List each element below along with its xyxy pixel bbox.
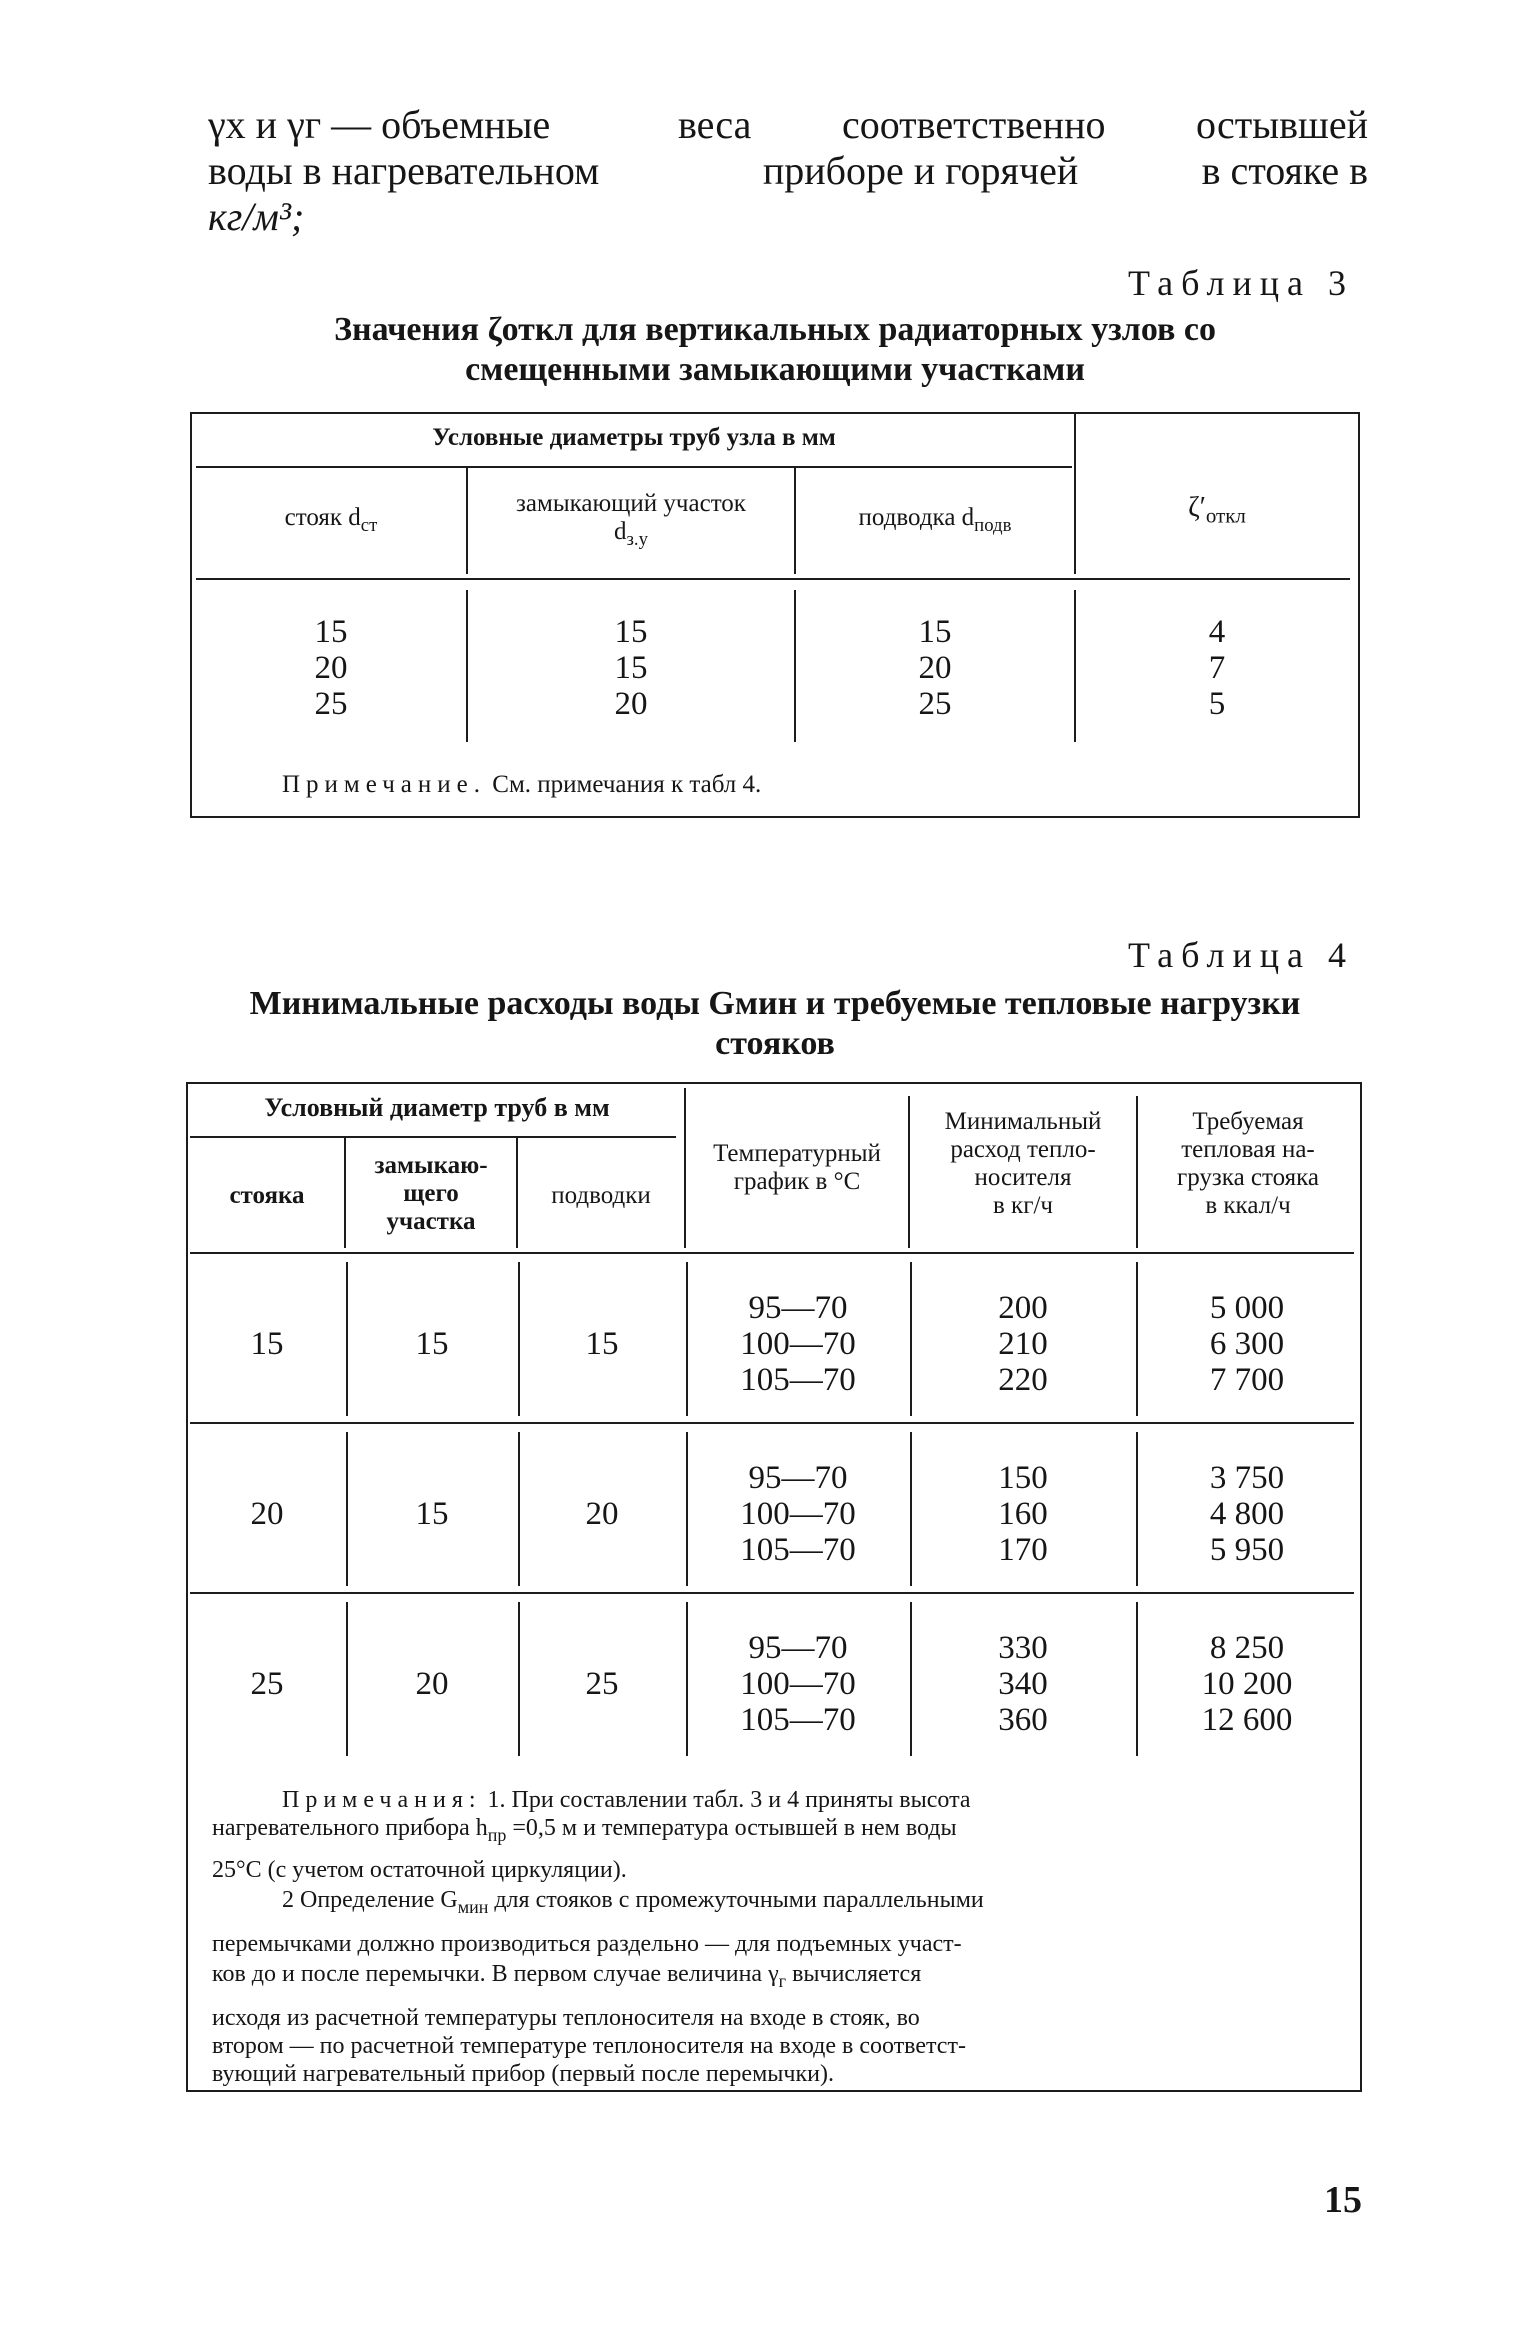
- table4-group-header: Условный диаметр труб в мм: [264, 1093, 610, 1122]
- table4-caption: [190, 984, 1360, 1064]
- intro-line3: кг/м³;: [208, 194, 305, 239]
- table4-closing-cell: 20: [415, 1666, 449, 1702]
- table3-note: Примечание. См. примечания к табл 4.: [282, 771, 762, 798]
- table4-supply-cell: 15: [585, 1326, 619, 1362]
- table4-col-supply: подводки: [551, 1182, 651, 1209]
- table4-riser-cell: 25: [250, 1666, 284, 1702]
- intro-line2-a: воды в нагревательном: [208, 148, 600, 193]
- intro-line1-a: γх и γг — объемные: [208, 102, 551, 147]
- table4-riser-cell: 15: [250, 1326, 284, 1362]
- intro-line2-c: в стояке в: [1201, 148, 1368, 193]
- table4-col-riser: стояка: [229, 1182, 305, 1209]
- table4-note-line: втором — по расчетной температуре теплоносителя на входе в соответст-: [212, 2033, 966, 2059]
- table4-col-load: Требуемая тепловая на- грузка стояка в ккал/ч: [1177, 1108, 1319, 1219]
- table4-flow-cells: 200 210 220: [998, 1290, 1048, 1398]
- table4-load-cells: 8 250 10 200 12 600: [1201, 1630, 1293, 1738]
- table4-col-flow: Минимальный расход тепло- носителя в кг/ч: [944, 1108, 1102, 1219]
- table3-col-supply: подводка $d_{подв}$: [858, 504, 1012, 536]
- table3-col-zeta: $\zeta'_{откл}$: [1188, 492, 1246, 528]
- table3-riser-cells: 15 20 25: [314, 614, 348, 722]
- table4-supply-cell: 20: [585, 1496, 619, 1532]
- table4-closing-cell: 15: [415, 1496, 449, 1532]
- table3-col-riser: стояк $d_{ст}$: [284, 504, 378, 536]
- table4-temp-cells: 95—70 100—70 105—70: [740, 1460, 856, 1568]
- table4-caption-line2: стояков: [715, 1025, 835, 1062]
- table4-note-line: вующий нагревательный прибор (первый после перемычки).: [212, 2061, 834, 2087]
- table4-temp-cells: 95—70 100—70 105—70: [740, 1290, 856, 1398]
- table4-caption-line1: Минимальные расходы воды Gмин и требуемые тепловые нагрузки: [249, 985, 1301, 1022]
- table4-closing-cell: 15: [415, 1326, 449, 1362]
- table4-note-line: 2 Определение $G_{мин}$ для стояков с промежуточными параллельными: [282, 1887, 984, 1917]
- table4-temp-cells: 95—70 100—70 105—70: [740, 1630, 856, 1738]
- page-number: 15: [1324, 2179, 1362, 2221]
- intro-line2-b: приборе и горячей: [762, 148, 1079, 193]
- table3-label: Таблица 3: [1128, 263, 1354, 303]
- table3-supply-cells: 15 20 25: [918, 614, 952, 722]
- table4-riser-cell: 20: [250, 1496, 284, 1532]
- table4-supply-cell: 25: [585, 1666, 619, 1702]
- table4-note-line: нагревательного прибора $h_{пр} =0,5$ м и температура остывшей в нем воды: [212, 1815, 957, 1845]
- table3-closing-cells: 15 15 20: [614, 614, 648, 722]
- table4-load-cells: 5 000 6 300 7 700: [1209, 1290, 1285, 1398]
- table3-caption-line1: Значения ζоткл для вертикальных радиаторных узлов со: [334, 311, 1216, 348]
- table4-note-line: перемычками должно производиться раздельно — для подъемных участ-: [212, 1931, 962, 1957]
- table4-note-line: Примечания: 1. При составлении табл. 3 и 4 приняты высота: [282, 1787, 971, 1813]
- intro-paragraph: [208, 102, 1368, 240]
- table4-note-line: исходя из расчетной температуры теплоносителя на входе в стояк, во: [212, 2005, 920, 2031]
- table3-group-header: Условные диаметры труб узла в мм: [432, 424, 836, 451]
- table3-col-closing: замыкающий участок $d_{з.у}$: [516, 490, 746, 550]
- table3-caption-line2: смещенными замыкающими участками: [465, 351, 1085, 388]
- table4-label: Таблица 4: [1128, 935, 1354, 975]
- table4-load-cells: 3 750 4 800 5 950: [1209, 1460, 1285, 1568]
- table4-col-temp: Температурный график в °С: [713, 1140, 881, 1195]
- table3-caption: [230, 310, 1320, 390]
- table4-flow-cells: 150 160 170: [998, 1460, 1048, 1568]
- table3-zeta-cells: 4 7 5: [1208, 614, 1226, 722]
- table4-note-line: ков до и после перемычки. В первом случае величина $\gamma_г$ вычисляется: [212, 1961, 922, 1991]
- table4-note-line: 25°С (с учетом остаточной циркуляции).: [212, 1857, 627, 1883]
- intro-line1-b: веса соответственно остывшей: [678, 102, 1368, 147]
- table4-flow-cells: 330 340 360: [998, 1630, 1048, 1738]
- table4-col-closing: замыкаю- щего участка: [374, 1152, 488, 1235]
